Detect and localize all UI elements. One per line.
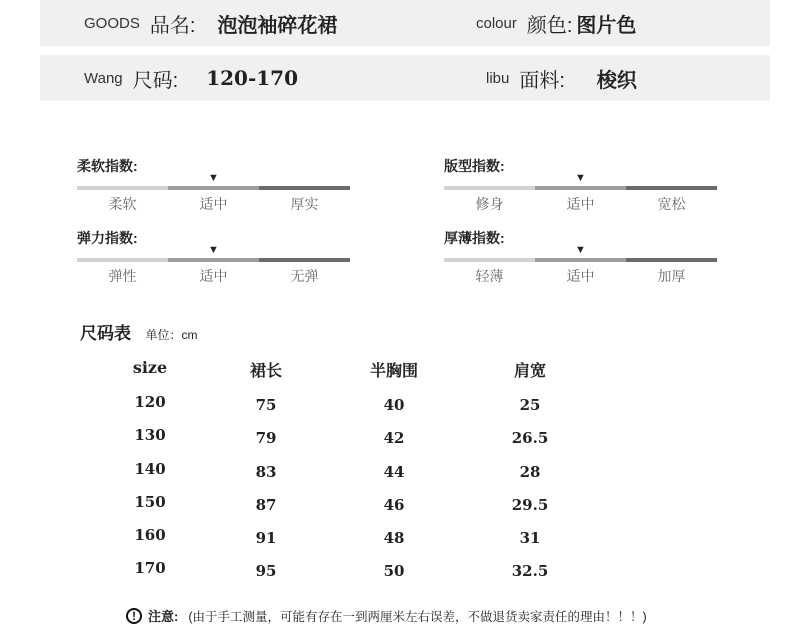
gauge-title: 厚薄指数: (444, 230, 505, 246)
gauge-label: 轻薄 (475, 268, 504, 284)
colour-field (476, 0, 636, 46)
table-cell-shoulder: 26.5 (511, 429, 549, 447)
gauge-title: 版型指数: (444, 158, 505, 174)
goods-en-label: GOODS (84, 14, 140, 32)
table-cell-length: 91 (255, 529, 277, 547)
elasticity-gauge (77, 228, 350, 308)
gauge-label: 宽松 (657, 196, 686, 212)
gauge-segment (626, 186, 717, 190)
table-cell-size: 130 (134, 426, 166, 444)
table-cell-length: 75 (255, 396, 277, 414)
table-cell-length: 83 (255, 463, 277, 481)
gauge-segment (259, 186, 350, 190)
table-cell-shoulder: 31 (519, 529, 541, 547)
gauge-segment (259, 258, 350, 262)
table-header-shoulder: 肩宽 (513, 361, 546, 380)
gauge-label: 适中 (566, 268, 595, 284)
colour-en-label: colour (476, 14, 517, 32)
gauge-segment (77, 258, 168, 262)
table-header-length: 裙长 (249, 361, 282, 380)
fabric-en-label: libu (486, 69, 510, 87)
note-label: 注意: (148, 609, 179, 624)
gauge-labels (77, 266, 350, 286)
gauge-labels (77, 194, 350, 214)
table-cell-shoulder: 32.5 (511, 562, 549, 580)
gauge-labels (444, 194, 717, 214)
size-range-field (84, 55, 298, 101)
gauge-segment (535, 258, 626, 262)
fabric-cn-label: 面料: (519, 69, 565, 92)
table-cell-size: 160 (134, 526, 166, 544)
gauge-bar (444, 186, 717, 190)
gauge-title: 柔软指数: (77, 158, 138, 174)
table-cell-shoulder: 29.5 (511, 496, 549, 514)
gauge-segment (626, 258, 717, 262)
size-table-heading (80, 319, 197, 344)
table-cell-length: 79 (255, 429, 277, 447)
gauge-bar (444, 258, 717, 262)
gauge-marker-icon: ▼ (575, 172, 586, 184)
note-text: (由于手工测量，可能有存在一到两厘米左右误差，不做退货卖家责任的理由！！！) (188, 609, 647, 624)
gauge-segment (168, 186, 259, 190)
gauge-label: 无弹 (290, 268, 319, 284)
measurement-note (126, 606, 647, 625)
colour-cn-label: 颜色: (526, 14, 573, 37)
size-table-unit: 单位：cm (145, 328, 198, 342)
gauge-marker-icon: ▼ (208, 244, 219, 256)
colour-value: 图片色 (576, 12, 637, 37)
gauge-label: 厚实 (290, 196, 319, 212)
table-cell-bust: 42 (383, 429, 405, 447)
table-cell-size: 150 (134, 493, 166, 511)
gauge-label: 加厚 (657, 268, 686, 284)
fabric-value: 梭织 (596, 67, 637, 92)
table-cell-size: 140 (134, 460, 166, 478)
table-header-bust: 半胸围 (369, 361, 418, 380)
gauge-segment (168, 258, 259, 262)
table-cell-bust: 48 (383, 529, 405, 547)
gauge-label: 修身 (475, 196, 504, 212)
gauge-title: 弹力指数: (77, 230, 138, 246)
table-cell-length: 95 (255, 562, 277, 580)
goods-name-field (84, 0, 337, 46)
table-header-size: size (132, 358, 168, 377)
fabric-field (486, 55, 637, 101)
info-bar-goods (40, 0, 770, 46)
size-cn-label: 尺码: (132, 69, 179, 92)
table-cell-length: 87 (255, 496, 277, 514)
table-cell-bust: 40 (383, 396, 405, 414)
gauge-segment (535, 186, 626, 190)
gauge-label: 弹性 (108, 268, 137, 284)
size-range-value: 120-170 (206, 66, 298, 90)
fit-gauge (444, 156, 717, 236)
gauge-label: 适中 (199, 196, 228, 212)
table-cell-bust: 50 (383, 562, 405, 580)
size-table-title: 尺码表 (80, 324, 131, 343)
gauge-label: 柔软 (108, 196, 137, 212)
thickness-gauge (444, 228, 717, 308)
gauge-marker-icon: ▼ (575, 244, 586, 256)
table-cell-size: 120 (134, 393, 166, 411)
softness-gauge (77, 156, 350, 236)
goods-value: 泡泡袖碎花裙 (217, 12, 338, 37)
table-cell-shoulder: 25 (519, 396, 541, 414)
gauge-label: 适中 (199, 268, 228, 284)
gauge-bar (77, 258, 350, 262)
exclamation-circle-icon: ! (126, 608, 142, 624)
table-cell-bust: 44 (383, 463, 405, 481)
table-cell-shoulder: 28 (519, 463, 541, 481)
gauge-marker-icon: ▼ (208, 172, 219, 184)
gauge-bar (77, 186, 350, 190)
table-cell-size: 170 (134, 559, 166, 577)
table-cell-bust: 46 (383, 496, 405, 514)
gauge-segment (444, 258, 535, 262)
info-bar-size (40, 55, 770, 101)
gauge-segment (77, 186, 168, 190)
gauge-labels (444, 266, 717, 286)
gauge-label: 适中 (566, 196, 595, 212)
goods-cn-label: 品名: (149, 14, 196, 37)
size-en-label: Wang (84, 69, 123, 87)
gauge-segment (444, 186, 535, 190)
